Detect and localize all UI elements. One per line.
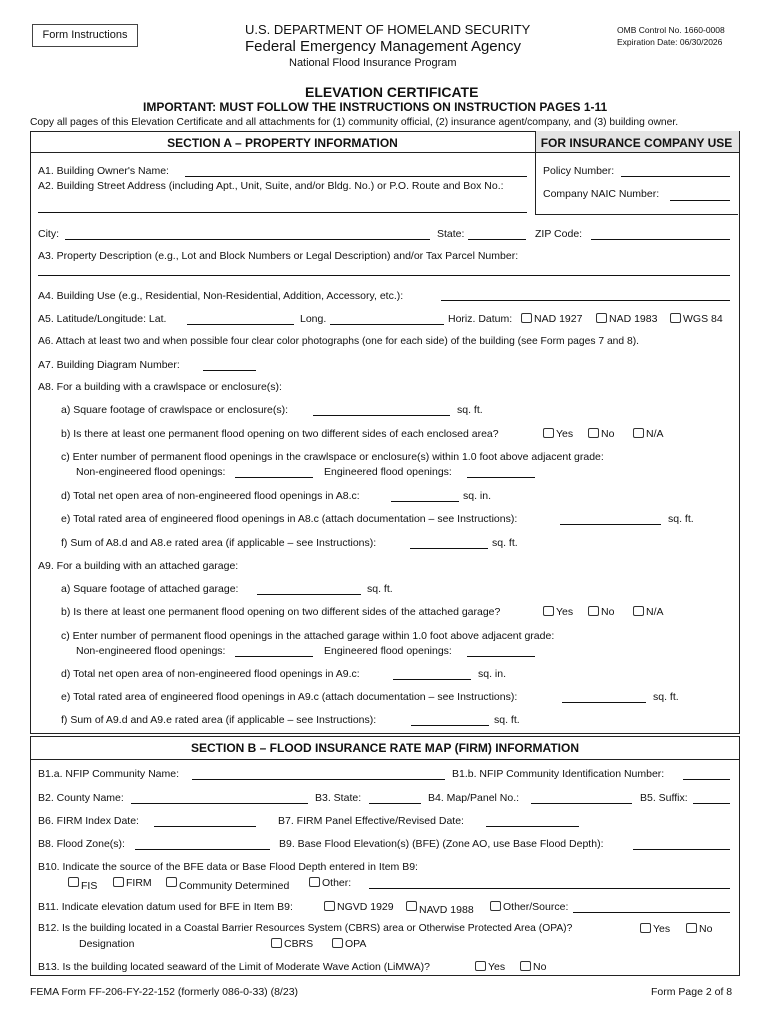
- state-field[interactable]: [468, 239, 526, 240]
- opa-option[interactable]: [332, 938, 366, 950]
- b13-no-label: No: [533, 961, 547, 973]
- county-name-field[interactable]: [131, 803, 308, 804]
- ngvd-label: NGVD 1929: [337, 901, 394, 913]
- expiration-date: Expiration Date: 06/30/2026: [617, 37, 723, 47]
- a8b-yes-option[interactable]: [543, 428, 573, 440]
- owner-name-field[interactable]: [185, 176, 527, 177]
- a8e-label: e) Total rated area of engineered flood openings in A8.c (attach documentation – see Instructions):: [61, 513, 518, 525]
- community-id-field[interactable]: [683, 779, 730, 780]
- a9b-label: b) Is there at least one permanent flood opening on two different sides of the attached garage?: [61, 606, 501, 618]
- opa-label: OPA: [345, 938, 367, 950]
- navd-label: NAVD 1988: [419, 904, 474, 916]
- wgs84-checkbox[interactable]: [670, 313, 681, 323]
- nad1927-option[interactable]: [521, 313, 582, 325]
- other-source-checkbox[interactable]: [490, 901, 501, 911]
- a9c-label: c) Enter number of permanent flood openings in the attached garage within 1.0 foot above adjacent grade:: [61, 630, 555, 642]
- ngvd-option[interactable]: [324, 901, 394, 913]
- cbrs-label: CBRS: [284, 938, 314, 950]
- other-source-label: Other/Source:: [503, 901, 569, 913]
- a9b-yes-checkbox[interactable]: [543, 606, 554, 616]
- b10-other-option[interactable]: [309, 877, 351, 889]
- copy-note: Copy all pages of this Elevation Certificate and all attachments for (1) community official, (2) insurance agent/company, and (3) building owner.: [30, 117, 679, 128]
- wgs84-label: WGS 84: [683, 313, 723, 325]
- b10-other-label: Other:: [322, 877, 352, 889]
- a4-label: A4. Building Use (e.g., Residential, Non-Residential, Addition, Accessory, etc.):: [38, 290, 404, 302]
- fis-option[interactable]: [68, 877, 98, 892]
- a8f-label: f) Sum of A8.d and A8.e rated area (if applicable – see Instructions):: [61, 537, 377, 549]
- b1a-label: B1.a. NFIP Community Name:: [38, 768, 180, 780]
- b10-label: B10. Indicate the source of the BFE data or Base Flood Depth entered in Item B9:: [38, 861, 418, 873]
- program-name: National Flood Insurance Program: [289, 57, 457, 69]
- a9b-yes-label: Yes: [556, 606, 574, 618]
- firm-panel-date-field[interactable]: [486, 826, 579, 827]
- nad1927-label: NAD 1927: [534, 313, 583, 325]
- a8c-non-eng-field[interactable]: [235, 477, 313, 478]
- property-description-field[interactable]: [38, 275, 730, 276]
- city-field[interactable]: [65, 239, 430, 240]
- navd-checkbox[interactable]: [406, 901, 417, 911]
- a8a-field[interactable]: [313, 415, 450, 416]
- naic-number-label: Company NAIC Number:: [543, 188, 660, 200]
- a9b-na-label: N/A: [646, 606, 664, 618]
- map-panel-field[interactable]: [531, 803, 632, 804]
- b7-label: B7. FIRM Panel Effective/Revised Date:: [278, 815, 464, 827]
- a8c-label: c) Enter number of permanent flood openings in the crawlspace or enclosure(s) within 1.0 foot above adjacent grade:: [61, 451, 604, 463]
- bfe-field[interactable]: [633, 849, 730, 850]
- zip-field[interactable]: [591, 239, 730, 240]
- b2-label: B2. County Name:: [38, 792, 124, 804]
- opa-checkbox[interactable]: [332, 938, 343, 948]
- navd-option[interactable]: [406, 901, 474, 916]
- b12-no-label: No: [699, 923, 713, 935]
- a9c-eng-label: Engineered flood openings:: [324, 645, 452, 657]
- community-determined-checkbox[interactable]: [166, 877, 177, 887]
- other-source-field[interactable]: [573, 912, 730, 913]
- a8b-yes-checkbox[interactable]: [543, 428, 554, 438]
- horiz-datum-label: Horiz. Datum:: [448, 313, 513, 325]
- wgs84-option[interactable]: [670, 313, 723, 325]
- insurance-col-line: [535, 152, 536, 214]
- community-determined-label: Community Determined: [179, 880, 290, 892]
- state-label: State:: [437, 228, 465, 240]
- a9d-label: d) Total net open area of non-engineered flood openings in A9.c:: [61, 668, 360, 680]
- a8d-unit: sq. in.: [463, 490, 492, 502]
- diagram-number-field[interactable]: [203, 370, 256, 371]
- insurance-col-bottom: [535, 214, 738, 215]
- designation-label: Designation: [79, 938, 135, 950]
- a8c-non-eng-label: Non-engineered flood openings:: [76, 466, 226, 478]
- section-a-divider: [30, 152, 740, 153]
- a9f-label: f) Sum of A9.d and A9.e rated area (if applicable – see Instructions):: [61, 714, 377, 726]
- agency-name: Federal Emergency Management Agency: [245, 38, 521, 55]
- b13-no-checkbox[interactable]: [520, 961, 531, 971]
- b9-label: B9. Base Flood Elevation(s) (BFE) (Zone AO, use Base Flood Depth):: [279, 838, 604, 850]
- a9f-field[interactable]: [411, 725, 489, 726]
- b3-state-field[interactable]: [369, 803, 421, 804]
- zip-label: ZIP Code:: [535, 228, 583, 240]
- a8d-field[interactable]: [391, 501, 459, 502]
- city-label: City:: [38, 228, 59, 240]
- a9b-no-checkbox[interactable]: [588, 606, 599, 616]
- nad1983-option[interactable]: [596, 313, 657, 325]
- section-b-heading: SECTION B – FLOOD INSURANCE RATE MAP (FIRM) INFORMATION: [191, 741, 579, 755]
- ngvd-checkbox[interactable]: [324, 901, 335, 911]
- form-id: FEMA Form FF-206-FY-22-152 (formerly 086-0-33) (8/23): [30, 986, 299, 998]
- a8b-no-option[interactable]: [588, 428, 614, 440]
- firm-checkbox[interactable]: [113, 877, 124, 887]
- b6-label: B6. FIRM Index Date:: [38, 815, 139, 827]
- building-use-field[interactable]: [441, 300, 730, 301]
- a8b-na-label: N/A: [646, 428, 664, 440]
- nad1983-checkbox[interactable]: [596, 313, 607, 323]
- a1-label: A1. Building Owner's Name:: [38, 165, 169, 177]
- a9b-na-option[interactable]: [633, 606, 664, 618]
- a8b-yes-label: Yes: [556, 428, 574, 440]
- a9d-field[interactable]: [393, 679, 471, 680]
- a9f-unit: sq. ft.: [494, 714, 520, 726]
- a8b-label: b) Is there at least one permanent flood opening on two different sides of each enclosed area?: [61, 428, 499, 440]
- b8-label: B8. Flood Zone(s):: [38, 838, 125, 850]
- b13-yes-checkbox[interactable]: [475, 961, 486, 971]
- a9d-unit: sq. in.: [478, 668, 507, 680]
- a9b-yes-option[interactable]: [543, 606, 573, 618]
- cbrs-option[interactable]: [271, 938, 313, 950]
- b12-no-option[interactable]: [686, 923, 712, 935]
- b10-other-checkbox[interactable]: [309, 877, 320, 887]
- important-note: IMPORTANT: MUST FOLLOW THE INSTRUCTIONS ON INSTRUCTION PAGES 1-11: [143, 100, 608, 114]
- longitude-field[interactable]: [330, 324, 444, 325]
- a8b-no-label: No: [601, 428, 615, 440]
- cbrs-checkbox[interactable]: [271, 938, 282, 948]
- b12-yes-label: Yes: [653, 923, 671, 935]
- a9c-non-eng-field[interactable]: [235, 656, 313, 657]
- form-instructions-button[interactable]: Form Instructions: [32, 24, 138, 47]
- fis-label: FIS: [81, 880, 98, 892]
- firm-index-date-field[interactable]: [154, 826, 256, 827]
- a9a-field[interactable]: [257, 594, 361, 595]
- a9b-no-option[interactable]: [588, 606, 614, 618]
- b1b-label: B1.b. NFIP Community Identification Number:: [452, 768, 665, 780]
- community-determined-option[interactable]: [166, 877, 290, 892]
- a8e-unit: sq. ft.: [668, 513, 694, 525]
- a8b-no-checkbox[interactable]: [588, 428, 599, 438]
- a9c-eng-field[interactable]: [467, 656, 535, 657]
- flood-zone-field[interactable]: [135, 849, 270, 850]
- firm-label: FIRM: [126, 877, 152, 889]
- a9e-unit: sq. ft.: [653, 691, 679, 703]
- a8b-na-option[interactable]: [633, 428, 664, 440]
- firm-option[interactable]: [113, 877, 152, 889]
- b10-other-field[interactable]: [369, 888, 730, 889]
- b12-label: B12. Is the building located in a Coastal Barrier Resources System (CBRS) area or Otherwise Protected Area (OPA)?: [38, 923, 573, 934]
- a9-label: A9. For a building with an attached garage:: [38, 560, 239, 572]
- b3-label: B3. State:: [315, 792, 362, 804]
- b12-no-checkbox[interactable]: [686, 923, 697, 933]
- page-number: Form Page 2 of 8: [651, 986, 733, 998]
- omb-control: OMB Control No. 1660-0008: [617, 25, 725, 35]
- a5-label: A5. Latitude/Longitude: Lat.: [38, 313, 167, 325]
- nad1983-label: NAD 1983: [609, 313, 658, 325]
- latitude-field[interactable]: [187, 324, 294, 325]
- suffix-field[interactable]: [693, 803, 730, 804]
- a2-label: A2. Building Street Address (including Apt., Unit, Suite, and/or Bldg. No.) or P.O. Route and Box No.:: [38, 181, 504, 192]
- a8a-label: a) Square footage of crawlspace or enclosure(s):: [61, 404, 289, 416]
- b4-label: B4. Map/Panel No.:: [428, 792, 520, 804]
- other-source-option[interactable]: [490, 901, 568, 913]
- street-address-field[interactable]: [38, 212, 527, 213]
- b12-yes-option[interactable]: [640, 923, 670, 935]
- a8c-eng-field[interactable]: [467, 477, 535, 478]
- policy-number-label: Policy Number:: [543, 165, 615, 177]
- nad1927-checkbox[interactable]: [521, 313, 532, 323]
- fis-checkbox[interactable]: [68, 877, 79, 887]
- a9c-non-eng-label: Non-engineered flood openings:: [76, 645, 226, 657]
- a8f-unit: sq. ft.: [492, 537, 518, 549]
- b13-yes-label: Yes: [488, 961, 506, 973]
- section-b-divider: [30, 759, 740, 760]
- naic-number-field[interactable]: [670, 200, 730, 201]
- long-label: Long.: [300, 313, 327, 325]
- section-a-heading: SECTION A – PROPERTY INFORMATION: [167, 136, 398, 150]
- a8a-unit: sq. ft.: [457, 404, 483, 416]
- b13-label: B13. Is the building located seaward of the Limit of Moderate Wave Action (LiMWA)?: [38, 961, 430, 973]
- a9e-field[interactable]: [562, 702, 646, 703]
- a6-label: A6. Attach at least two and when possible four clear color photographs (one for each side) of the building (see Form pages 7 and 8).: [38, 336, 640, 347]
- a9b-no-label: No: [601, 606, 615, 618]
- a8d-label: d) Total net open area of non-engineered flood openings in A8.c:: [61, 490, 360, 502]
- insurance-heading: FOR INSURANCE COMPANY USE: [540, 136, 733, 150]
- a9a-label: a) Square footage of attached garage:: [61, 583, 239, 595]
- a9b-na-checkbox[interactable]: [633, 606, 644, 616]
- a3-label: A3. Property Description (e.g., Lot and Block Numbers or Legal Description) and/or Tax Parcel Number:: [38, 250, 519, 262]
- a8-label: A8. For a building with a crawlspace or enclosure(s):: [38, 381, 282, 393]
- a7-label: A7. Building Diagram Number:: [38, 359, 180, 371]
- b5-label: B5. Suffix:: [640, 792, 688, 804]
- policy-number-field[interactable]: [621, 176, 730, 177]
- dept-name: U.S. DEPARTMENT OF HOMELAND SECURITY: [245, 22, 531, 37]
- b13-yes-option[interactable]: [475, 961, 505, 973]
- a8c-eng-label: Engineered flood openings:: [324, 466, 452, 478]
- a8b-na-checkbox[interactable]: [633, 428, 644, 438]
- b13-no-option[interactable]: [520, 961, 546, 973]
- community-name-field[interactable]: [192, 779, 445, 780]
- form-title: ELEVATION CERTIFICATE: [305, 84, 479, 100]
- a8e-field[interactable]: [560, 524, 661, 525]
- a9a-unit: sq. ft.: [367, 583, 393, 595]
- b11-label: B11. Indicate elevation datum used for BFE in Item B9:: [38, 901, 293, 913]
- a8f-field[interactable]: [410, 548, 488, 549]
- a9e-label: e) Total rated area of engineered flood openings in A9.c (attach documentation – see Instructions):: [61, 691, 518, 703]
- b12-yes-checkbox[interactable]: [640, 923, 651, 933]
